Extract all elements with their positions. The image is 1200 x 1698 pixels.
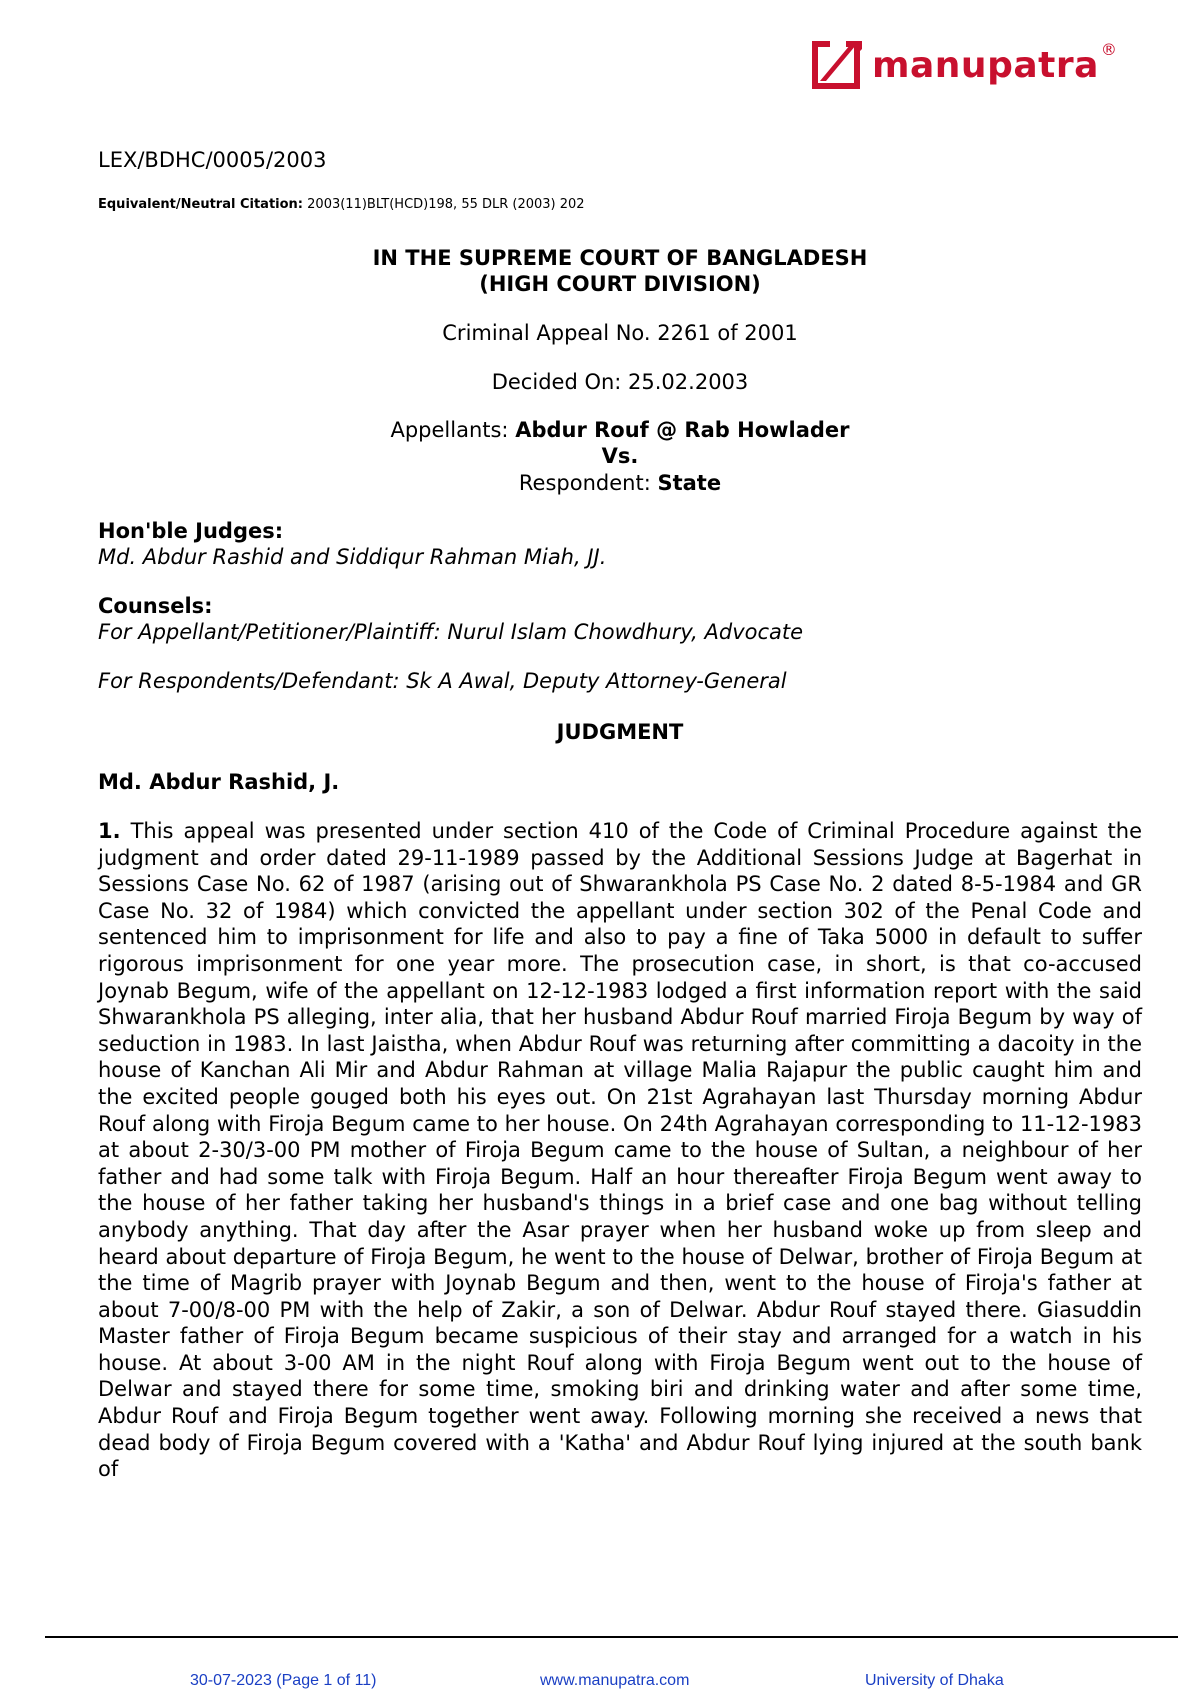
counsels-heading: Counsels: bbox=[98, 594, 213, 618]
manupatra-emblem-icon bbox=[812, 41, 864, 89]
lex-identifier: LEX/BDHC/0005/2003 bbox=[98, 148, 327, 172]
paragraph-text: This appeal was presented under section 410 of the Code of Criminal Procedure against the judgment and order dated 29-11-1989 passed by the Additional Sessions Judge at Bagerhat in Sessions Case No. 62 of 1987 (arising out of Shwarankhola PS Case No. 2 dated 8-5-1984 and GR Case No. 32 of 1984) which convicted the appellant under section 302 of the Penal Code and sentenced him to imprisonment for life and also to pay a fine of Taka 5000 in default to suffer rigorous imprisonment for one year more. The prosecution case, in short, is that co-accused Joynab Begum, wife of the appellant on 12-12-1983 lodged a first information report with the said Shwarankhola PS alleging, inter alia, that her husband Abdur Rouf married Firoja Begum by way of seduction in 1983. In last Jaistha, when Abdur Rouf was returning after committing a dacoity in the house of Kanchan Ali Mir and Abdur Rahman at village Malia Rajapur the public caught him and the excited people gouged both his eyes out. On 21st Agrahayan last Thursday morning Abdur Rouf along with Firoja Begum came to her house. On 24th Agrahayan corresponding to 11-12-1983 at about 2-30/3-00 PM mother of Firoja Begum came to the house of Sultan, a neighbour of her father and had some talk with Firoja Begum. Half an hour thereafter Firoja Begum went away to the house of her father taking her husband's things in a brief case and one bag without telling anybody anything. That day after the Asar prayer when her husband woke up from sleep and heard about departure of Firoja Begum, he went to the house of Delwar, brother of Firoja Begum at the time of Magrib prayer with Joynab Begum and then, went to the house of Firoja's father at about 7-00/8-00 PM with the help of Zakir, a son of Delwar. Abdur Rouf stayed there. Giasuddin Master father of Firoja Begum became suspicious of their stay and arranged for a watch in his house. At about 3-00 AM in the night Rouf along with Firoja Begum went out to the house of Delwar and stayed there for some time, smoking biri and drinking water and after some time, Abdur Rouf and Firoja Begum together went away. Following morning she received a news that dead body of Firoja Begum covered with a 'Katha' and Abdur Rouf lying injured at the south bank of bbox=[98, 819, 1142, 1482]
respondent-label: Respondent: bbox=[518, 471, 658, 495]
respondent-line bbox=[98, 471, 1142, 495]
citation bbox=[98, 197, 585, 212]
manupatra-logo bbox=[812, 36, 1117, 94]
judges-names: Md. Abdur Rashid and Siddiqur Rahman Miah, JJ. bbox=[98, 545, 607, 569]
registered-mark: ® bbox=[1100, 40, 1117, 59]
counsel-respondent: For Respondents/Defendant: Sk A Awal, Deputy Attorney-General bbox=[98, 669, 787, 693]
citation-value: 2003(11)BLT(HCD)198, 55 DLR (2003) 202 bbox=[303, 197, 585, 212]
judgment-heading: JUDGMENT bbox=[556, 720, 684, 744]
appeal-number: Criminal Appeal No. 2261 of 2001 bbox=[442, 321, 798, 345]
decided-on: Decided On: 25.02.2003 bbox=[491, 370, 749, 394]
respondent-name: State bbox=[657, 471, 722, 495]
appellants-name: Abdur Rouf @ Rab Howlader bbox=[515, 418, 850, 442]
footer-institution: University of Dhaka bbox=[865, 1672, 1004, 1689]
footer-divider bbox=[45, 1636, 1178, 1638]
judges-heading: Hon'ble Judges: bbox=[98, 519, 284, 543]
court-name: IN THE SUPREME COURT OF BANGLADESH bbox=[372, 246, 868, 270]
footer-url[interactable]: www.manupatra.com bbox=[540, 1672, 690, 1689]
logo-wordmark: manupatra bbox=[872, 44, 1099, 86]
footer-date-page: 30-07-2023 (Page 1 of 11) bbox=[190, 1672, 377, 1689]
judgment-author: Md. Abdur Rashid, J. bbox=[98, 770, 340, 794]
court-division: (HIGH COURT DIVISION) bbox=[479, 272, 761, 296]
judgment-paragraph-1 bbox=[98, 818, 1142, 1483]
paragraph-number: 1. bbox=[98, 819, 121, 843]
citation-label: Equivalent/Neutral Citation: bbox=[98, 197, 304, 212]
appellants-label: Appellants: bbox=[390, 418, 516, 442]
appellants-line bbox=[98, 418, 1142, 442]
versus: Vs. bbox=[601, 444, 639, 468]
counsel-appellant: For Appellant/Petitioner/Plaintiff: Nurul Islam Chowdhury, Advocate bbox=[98, 620, 804, 644]
